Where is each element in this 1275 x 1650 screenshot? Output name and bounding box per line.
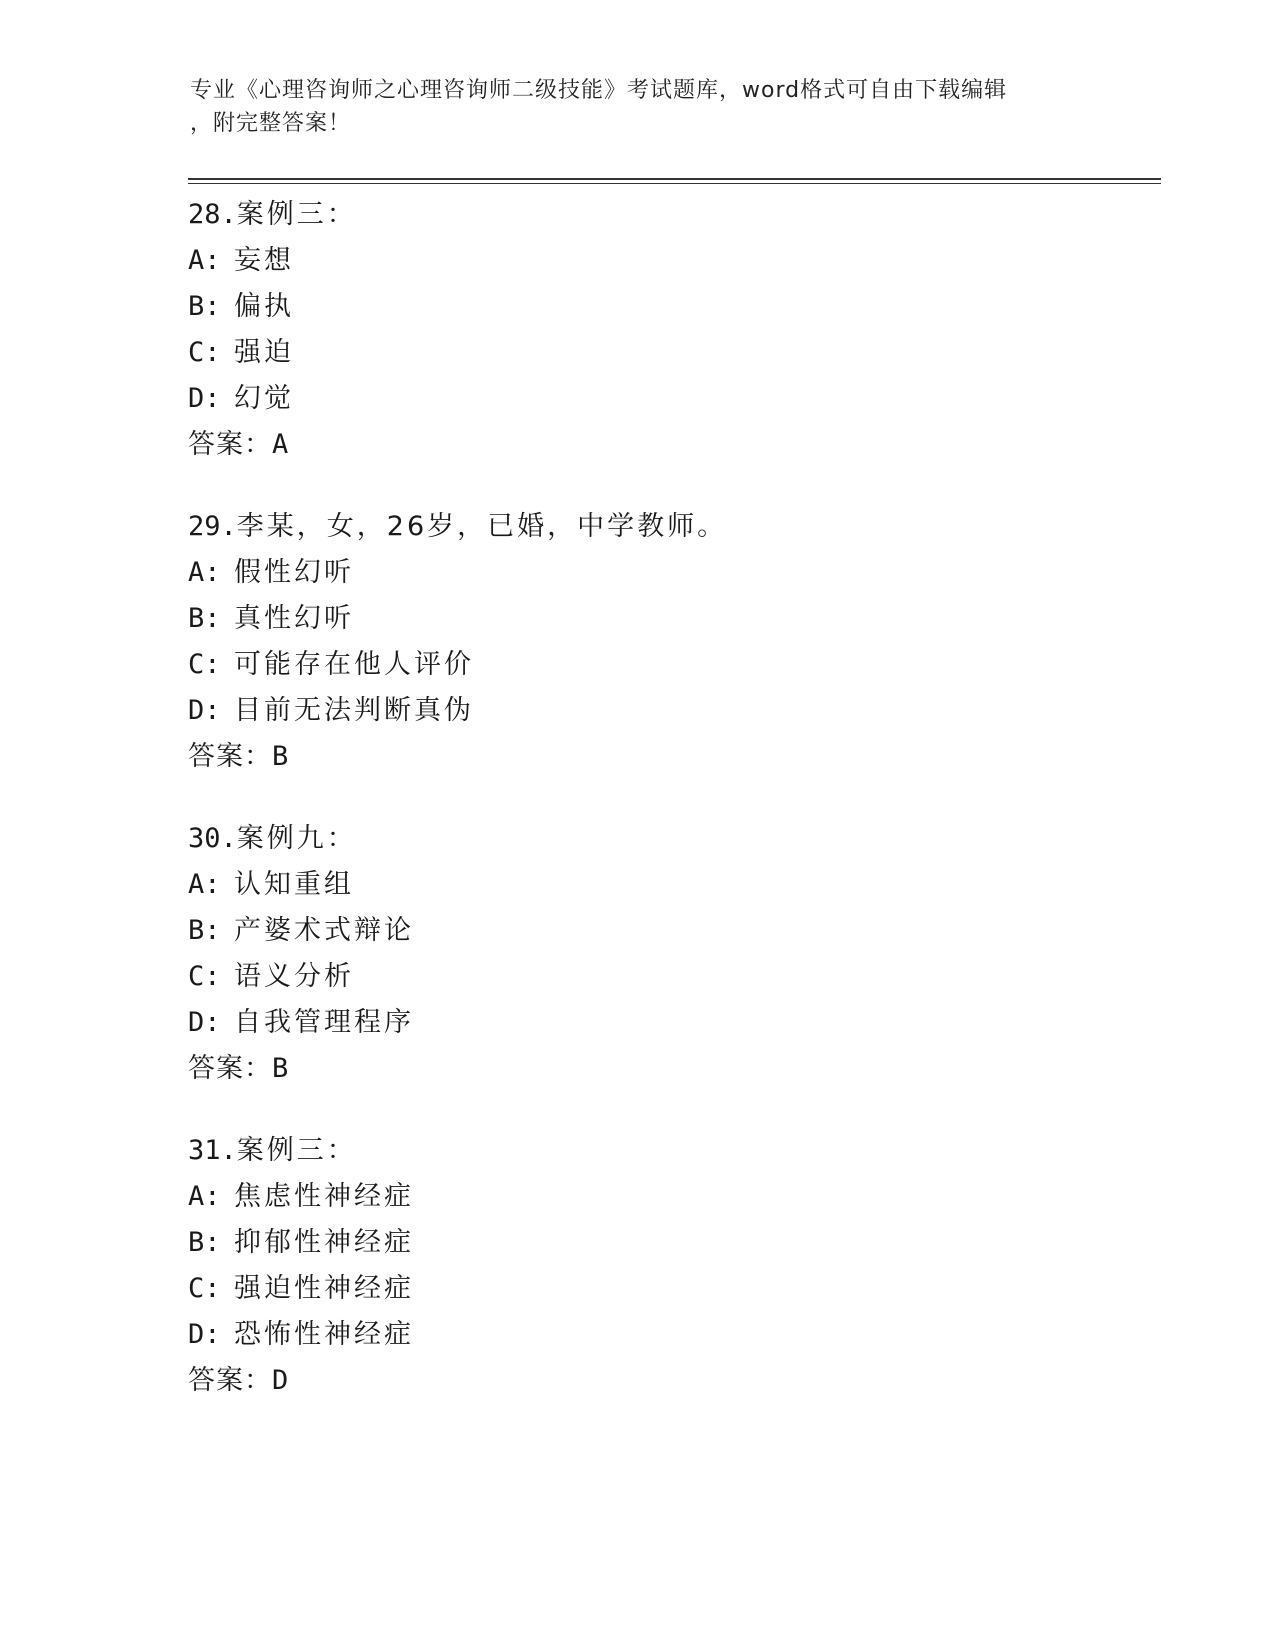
answer-label: 答案： — [188, 1365, 272, 1396]
option-a — [188, 550, 1148, 596]
question-30 — [188, 816, 1148, 1092]
option-d — [188, 1000, 1148, 1046]
option-c — [188, 1266, 1148, 1312]
option-text: 恐怖性神经症 — [234, 1319, 414, 1350]
option-text: 真性幻听 — [234, 603, 354, 634]
option-text: 假性幻听 — [234, 557, 354, 588]
option-b — [188, 908, 1148, 954]
option-text: 强迫性神经症 — [234, 1273, 414, 1304]
option-letter: A: — [188, 869, 221, 900]
option-letter: B: — [188, 1227, 221, 1258]
header-line-1: 专业《心理咨询师之心理咨询师二级技能》考试题库，word格式可自由下载编辑 — [190, 78, 1008, 103]
answer-line — [188, 1046, 1148, 1092]
option-a — [188, 862, 1148, 908]
option-text: 偏执 — [234, 291, 294, 322]
option-a — [188, 238, 1148, 284]
option-text: 语义分析 — [234, 961, 354, 992]
option-text: 强迫 — [234, 337, 294, 368]
option-letter: C: — [188, 961, 221, 992]
question-text: 案例三： — [236, 1135, 357, 1166]
question-text: 李某，女，26岁，已婚，中学教师。 — [236, 511, 728, 542]
answer-line — [188, 734, 1148, 780]
option-c — [188, 954, 1148, 1000]
option-letter: D: — [188, 695, 221, 726]
option-text: 可能存在他人评价 — [234, 649, 474, 680]
question-stem — [188, 192, 1148, 238]
answer-line — [188, 1358, 1148, 1404]
option-letter: D: — [188, 383, 221, 414]
option-b — [188, 284, 1148, 330]
option-text: 产婆术式辩论 — [234, 915, 414, 946]
option-text: 自我管理程序 — [234, 1007, 414, 1038]
question-stem — [188, 816, 1148, 862]
question-number: 28. — [188, 199, 237, 230]
option-a — [188, 1174, 1148, 1220]
option-b — [188, 596, 1148, 642]
option-text: 妄想 — [234, 245, 294, 276]
answer-value: D — [272, 1365, 290, 1396]
option-letter: B: — [188, 603, 221, 634]
question-29 — [188, 504, 1148, 780]
header-line-2: ，附完整答案！ — [190, 111, 352, 136]
option-letter: A: — [188, 245, 221, 276]
question-number: 29. — [188, 511, 237, 542]
option-text: 幻觉 — [234, 383, 294, 414]
option-letter: B: — [188, 915, 221, 946]
answer-value: A — [272, 429, 290, 460]
option-letter: C: — [188, 337, 221, 368]
option-letter: B: — [188, 291, 221, 322]
question-stem — [188, 504, 1148, 550]
option-letter: A: — [188, 557, 221, 588]
question-31 — [188, 1128, 1148, 1404]
option-b — [188, 1220, 1148, 1266]
header-divider-thin — [188, 183, 1161, 184]
question-list — [188, 192, 1148, 1440]
option-text: 认知重组 — [234, 869, 354, 900]
option-c — [188, 642, 1148, 688]
answer-label: 答案： — [188, 741, 272, 772]
option-d — [188, 1312, 1148, 1358]
option-text: 抑郁性神经症 — [234, 1227, 414, 1258]
answer-value: B — [272, 1053, 290, 1084]
question-text: 案例九： — [236, 823, 357, 854]
answer-line — [188, 422, 1148, 468]
header-divider-thick — [188, 178, 1161, 180]
question-28 — [188, 192, 1148, 468]
option-d — [188, 376, 1148, 422]
answer-label: 答案： — [188, 1053, 272, 1084]
option-letter: C: — [188, 649, 221, 680]
answer-label: 答案： — [188, 429, 272, 460]
option-c — [188, 330, 1148, 376]
question-number: 30. — [188, 823, 237, 854]
option-letter: D: — [188, 1007, 221, 1038]
option-letter: D: — [188, 1319, 221, 1350]
option-letter: A: — [188, 1181, 221, 1212]
answer-value: B — [272, 741, 290, 772]
option-letter: C: — [188, 1273, 221, 1304]
question-stem — [188, 1128, 1148, 1174]
question-number: 31. — [188, 1135, 237, 1166]
option-d — [188, 688, 1148, 734]
question-text: 案例三： — [236, 199, 357, 230]
option-text: 焦虑性神经症 — [234, 1181, 414, 1212]
document-header — [190, 74, 1090, 140]
option-text: 目前无法判断真伪 — [234, 695, 474, 726]
